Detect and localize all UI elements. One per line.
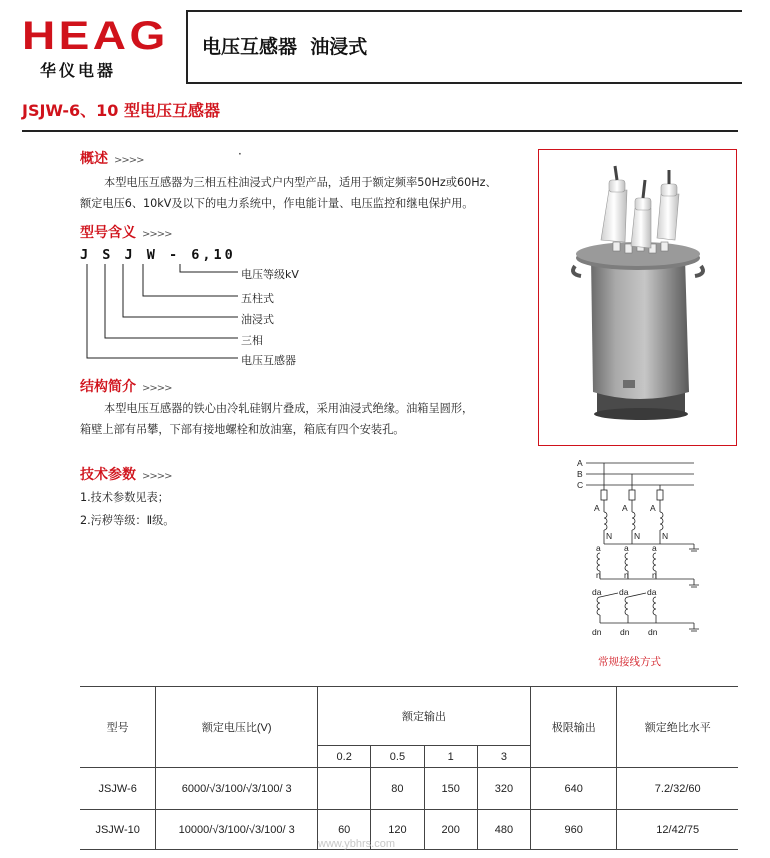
cell-limit: 960 [531, 810, 617, 850]
model-meaning-heading [80, 222, 172, 242]
structure-heading-text: 结构简介 [80, 379, 136, 395]
header-insulation: 额定绝比水平 [617, 687, 738, 768]
header-divider [186, 10, 188, 84]
primary-label-n-3: N [662, 531, 669, 541]
header-class-1: 1 [424, 746, 477, 768]
structure-heading [80, 376, 172, 396]
cell-limit: 640 [531, 768, 617, 810]
cell-output-0-2: 60 [318, 810, 371, 850]
cell-output-0-2 [318, 768, 371, 810]
structure-line-2: 箱壁上部有吊攀，下部有接地螺栓和放油塞，箱底有四个安装孔。 [80, 423, 405, 436]
legend-five-column: 五柱式 [241, 292, 274, 305]
overview-dot: · [238, 147, 242, 161]
wiring-caption: 常规接线方式 [598, 656, 661, 668]
brand-logo-chinese: 华仪电器 [40, 61, 117, 80]
residual-label-da-3: da [647, 587, 657, 597]
primary-label-n-2: N [634, 531, 641, 541]
legend-voltage-level: 电压等级kV [241, 268, 299, 281]
watermark: www.ybhrs.com [318, 838, 396, 850]
legend-voltage-transformer: 电压互感器 [241, 354, 296, 367]
header-class-0-5: 0.5 [371, 746, 424, 768]
wiring-diagram [574, 455, 704, 645]
tech-item-1: 1.技术参数见表； [80, 491, 169, 504]
header-limit: 极限输出 [531, 687, 617, 768]
model-meaning-heading-text: 型号含义 [80, 225, 136, 241]
cell-output-0-5: 120 [371, 810, 424, 850]
residual-label-dn-3: dn [648, 627, 658, 637]
cell-model: JSJW-6 [80, 768, 156, 810]
cell-ratio: 10000/√3/100/√3/100/ 3 [156, 810, 318, 850]
cell-output-3: 320 [477, 768, 530, 810]
cell-output-1: 200 [424, 810, 477, 850]
structure-text [80, 398, 530, 440]
model-title: JSJW-6、10 型电压互感器 [22, 101, 220, 120]
secondary-label-n-3: n [652, 570, 657, 580]
secondary-label-n-2: n [624, 570, 629, 580]
overview-line-1: 本型电压互感器为三相五柱油浸式户内型产品，适用于额定频率50Hz或60Hz、 [104, 176, 497, 189]
header-rule-bottom [186, 82, 742, 84]
residual-label-da-1: da [592, 587, 602, 597]
cell-insulation: 7.2/32/60 [617, 768, 738, 810]
spec-table [80, 686, 738, 850]
brand-logo: HEAG [22, 14, 169, 58]
tech-item-2: 2.污秽等级：Ⅱ级。 [80, 514, 175, 527]
cell-output-0-5: 80 [371, 768, 424, 810]
table-header-row [80, 687, 738, 746]
overview-heading-text: 概述 [80, 151, 108, 167]
model-code-legend-lines [80, 262, 250, 362]
secondary-label-a-2: a [624, 543, 629, 553]
model-meaning-arrow-icon: >>>> [142, 229, 172, 240]
table-row [80, 768, 738, 810]
header-class-0-2: 0.2 [318, 746, 371, 768]
residual-label-dn-1: dn [592, 627, 602, 637]
bus-label-c: C [577, 480, 584, 490]
primary-label-a-1: A [594, 503, 600, 513]
header-model: 型号 [80, 687, 156, 768]
model-code: J S J W - 6,10 [80, 247, 236, 263]
primary-label-a-3: A [650, 503, 656, 513]
legend-three-phase: 三相 [241, 334, 263, 347]
bus-label-b: B [577, 469, 583, 479]
cell-output-3: 480 [477, 810, 530, 850]
title-rule [22, 130, 738, 132]
overview-line-2: 额定电压6、10kV及以下的电力系统中，作电能计量、电压监控和继电保护用。 [80, 197, 474, 210]
cell-model: JSJW-10 [80, 810, 156, 850]
primary-label-a-2: A [622, 503, 628, 513]
header-rule-top [186, 10, 742, 12]
tech-heading-text: 技术参数 [80, 467, 136, 483]
page-title: 电压互感器 油浸式 [202, 36, 368, 58]
legend-oil-immersed: 油浸式 [241, 313, 274, 326]
overview-heading [80, 148, 144, 168]
header-ratio: 额定电压比(V) [156, 687, 318, 768]
bus-label-a: A [577, 458, 583, 468]
secondary-label-a-3: a [652, 543, 657, 553]
tech-heading [80, 464, 172, 484]
secondary-label-n-1: n [596, 570, 601, 580]
tech-arrow-icon: >>>> [142, 471, 172, 482]
overview-arrow-icon: >>>> [114, 155, 144, 166]
cell-ratio: 6000/√3/100/√3/100/ 3 [156, 768, 318, 810]
residual-label-dn-2: dn [620, 627, 630, 637]
overview-text [80, 172, 530, 214]
primary-label-n-1: N [606, 531, 613, 541]
table-row [80, 810, 738, 850]
product-photo-frame [538, 149, 737, 446]
residual-label-da-2: da [619, 587, 629, 597]
header-output: 额定输出 [318, 687, 531, 746]
structure-line-1: 本型电压互感器的铁心由冷轧硅钢片叠成，采用油浸式绝缘。油箱呈圆形， [104, 402, 474, 415]
cell-insulation: 12/42/75 [617, 810, 738, 850]
header-class-3: 3 [477, 746, 530, 768]
cell-output-1: 150 [424, 768, 477, 810]
secondary-label-a-1: a [596, 543, 601, 553]
transformer-product-image [539, 150, 735, 444]
structure-arrow-icon: >>>> [142, 383, 172, 394]
